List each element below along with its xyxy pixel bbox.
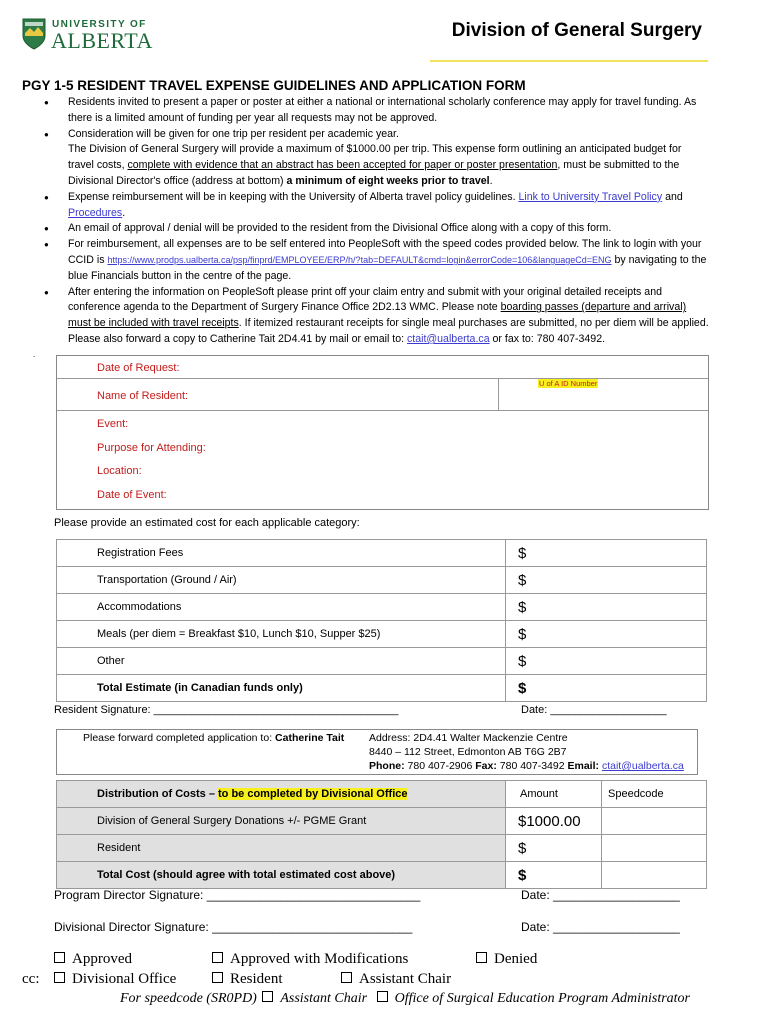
cc-divisional-checkbox[interactable]: Divisional Office [54,971,176,988]
speedcode-office: Office of Surgical Education Program Administrator [394,991,691,1006]
donations-label: Division of General Surgery Donations +/- PGME Grant [57,808,506,835]
guidelines-list [30,95,710,348]
email-link[interactable]: ctait@ualberta.ca [406,332,490,345]
form-heading: PGY 1-5 RESIDENT TRAVEL EXPENSE GUIDELINES AND APPLICATION FORM [22,78,526,93]
stray-dot: . [33,350,36,359]
estimate-value[interactable]: $ [506,540,707,567]
forward-box [56,729,698,775]
amount-header: Amount [506,781,602,808]
logo-text-bottom: ALBERTA [51,28,153,53]
estimate-value[interactable]: $ [506,648,707,675]
procedures-link[interactable]: Procedures [68,206,123,219]
checkbox-icon [476,952,487,963]
title-underline [430,60,708,62]
checkbox-icon [54,972,65,983]
speedcode-line: For speedcode (SR0PD) Assistant Chair Office of Surgical Education Program Administrator [120,991,691,1006]
purpose-field[interactable]: Purpose for Attending: [97,442,206,454]
id-number-field[interactable]: U of A ID Number [539,379,598,388]
speedcode-header: Speedcode [602,781,707,808]
forward-email-link[interactable]: ctait@ualberta.ca [601,760,684,772]
resident-speedcode[interactable] [602,835,707,862]
date-request-field[interactable]: Date of Request: [97,362,180,374]
checkbox-icon [341,972,352,983]
total-speedcode[interactable] [602,862,707,889]
travel-policy-link[interactable]: Link to University Travel Policy [518,190,663,203]
guideline-item: ● Consideration will be given for one trip per resident per academic year. The Division of General Surgery will provide a maximum of $1000.00 per trip. This expense form outlining an anticipated budget for travel costs, complete with evidence that an abstract has been accepted for paper or poster presentation, must be submitted to the Divisional Director's office (address at bottom) a minimum of eight weeks prior to travel. [30,127,710,190]
checkbox-icon[interactable] [377,991,388,1002]
distribution-header: Distribution of Costs – to be completed by Divisional Office [57,781,506,808]
estimate-row [57,621,707,648]
forward-prefix: Please forward completed application to: Catherine Tait [83,732,345,744]
resident-signature-line[interactable]: Resident Signature: ________________________________________ [54,704,399,716]
denied-checkbox[interactable]: Denied [476,951,537,968]
name-resident-field[interactable]: Name of Resident: [97,390,189,402]
guideline-item: ● For reimbursement, all expenses are to be self entered into PeopleSoft with the speed codes provided below. The link to login with your CCID is https://www.prodps.ualberta.ca/psp/finprd/EMPLOYEE/ERP/h/?tab=DEFAULT&cmd=login&errorCode=106&languageCd=ENG by navigating to the blue Financials button in the centre of the page. [30,237,710,284]
estimate-value[interactable]: $ [506,594,707,621]
total-cost-amount[interactable]: $ [506,862,602,889]
guideline-item: ● Expense reimbursement will be in keeping with the University of Alberta travel policy guidelines. Link to University Travel Policy and Procedures. [30,190,710,222]
resident-cost-amount[interactable]: $ [506,835,602,862]
divisional-director-date[interactable]: Date: ___________________ [521,920,680,934]
shield-icon [22,18,46,50]
logo-text-top: UNIVERSITY OF [52,19,147,30]
approved-checkbox[interactable]: Approved [54,951,132,968]
estimate-total-row [57,675,707,702]
resident-cost-label: Resident [57,835,506,862]
event-field[interactable]: Event: [97,418,129,430]
date-event-field[interactable]: Date of Event: [97,489,167,501]
estimate-label: Other [57,648,506,675]
guideline-item: ● Residents invited to present a paper or poster at either a national or international scholarly conference may apply for travel funding. As there is a limited amount of funding per year all requests may not be approved. [30,95,710,127]
estimate-total-label: Total Estimate (in Canadian funds only) [57,675,506,702]
location-field[interactable]: Location: [97,465,142,477]
address-line-2: 8440 – 112 Street, Edmonton AB T6G 2B7 [369,746,567,758]
speedcode-asst-chair: Assistant Chair [280,991,368,1006]
estimate-row [57,594,707,621]
estimate-row [57,540,707,567]
estimate-intro: Please provide an estimated cost for each applicable category: [54,517,360,529]
divisional-director-signature[interactable]: Divisional Director Signature: ______________________________ [54,920,413,934]
resident-date-line[interactable]: Date: ___________________ [521,704,667,716]
estimate-label: Transportation (Ground / Air) [57,567,506,594]
guideline-item: ● An email of approval / denial will be provided to the resident from the Divisional Office along with a copy of this form. [30,221,710,237]
estimate-label: Accommodations [57,594,506,621]
program-director-signature[interactable]: Program Director Signature: ________________________________ [54,888,421,902]
estimate-row [57,648,707,675]
checkbox-icon [212,972,223,983]
page-title: Division of General Surgery [451,20,702,41]
cc-asst-chair-checkbox[interactable]: Assistant Chair [341,971,451,988]
donations-amount[interactable]: $1000.00 [506,808,602,835]
approved-mod-checkbox[interactable]: Approved with Modifications [212,951,408,968]
estimate-value[interactable]: $ [506,621,707,648]
estimate-total-value[interactable]: $ [506,675,707,702]
university-logo [22,16,162,56]
program-director-date[interactable]: Date: ___________________ [521,888,680,902]
total-cost-label: Total Cost (should agree with total estimated cost above) [57,862,506,889]
contact-line: Phone: 780 407-2906 Fax: 780 407-3492 Email: ctait@ualberta.ca [369,760,684,772]
donations-speedcode[interactable] [602,808,707,835]
estimate-label: Meals (per diem = Breakfast $10, Lunch $10, Supper $25) [57,621,506,648]
guideline-item: ● After entering the information on PeopleSoft please print off your claim entry and submit with your original detailed receipts and conference agenda to the Department of Surgery Finance Office 2D2.13 WMC. Please note boarding passes (departure and arrival) must be included with travel receipts. If itemized restaurant receipts for single meal purchases are submitted, no per diem will be applied. Please also forward a copy to Catherine Tait 2D4.41 by mail or email to: ctait@ualberta.ca or fax to: 780 407-3492. [30,285,710,348]
estimate-label: Registration Fees [57,540,506,567]
peoplesoft-link[interactable]: https://www.prodps.ualberta.ca/psp/finprd/EMPLOYEE/ERP/h/?tab=DEFAULT&cmd=login&errorCode=106&languageCd=ENG [107,254,612,265]
estimate-table [56,539,707,702]
distribution-table [56,780,707,889]
resident-info-box [56,355,709,510]
checkbox-icon [212,952,223,963]
cc-resident-checkbox[interactable]: Resident [212,971,283,988]
checkbox-icon [54,952,65,963]
checkbox-icon[interactable] [262,991,273,1002]
cc-label: cc: [22,971,40,987]
estimate-value[interactable]: $ [506,567,707,594]
estimate-row [57,567,707,594]
address-line-1: Address: 2D4.41 Walter Mackenzie Centre [369,732,568,744]
